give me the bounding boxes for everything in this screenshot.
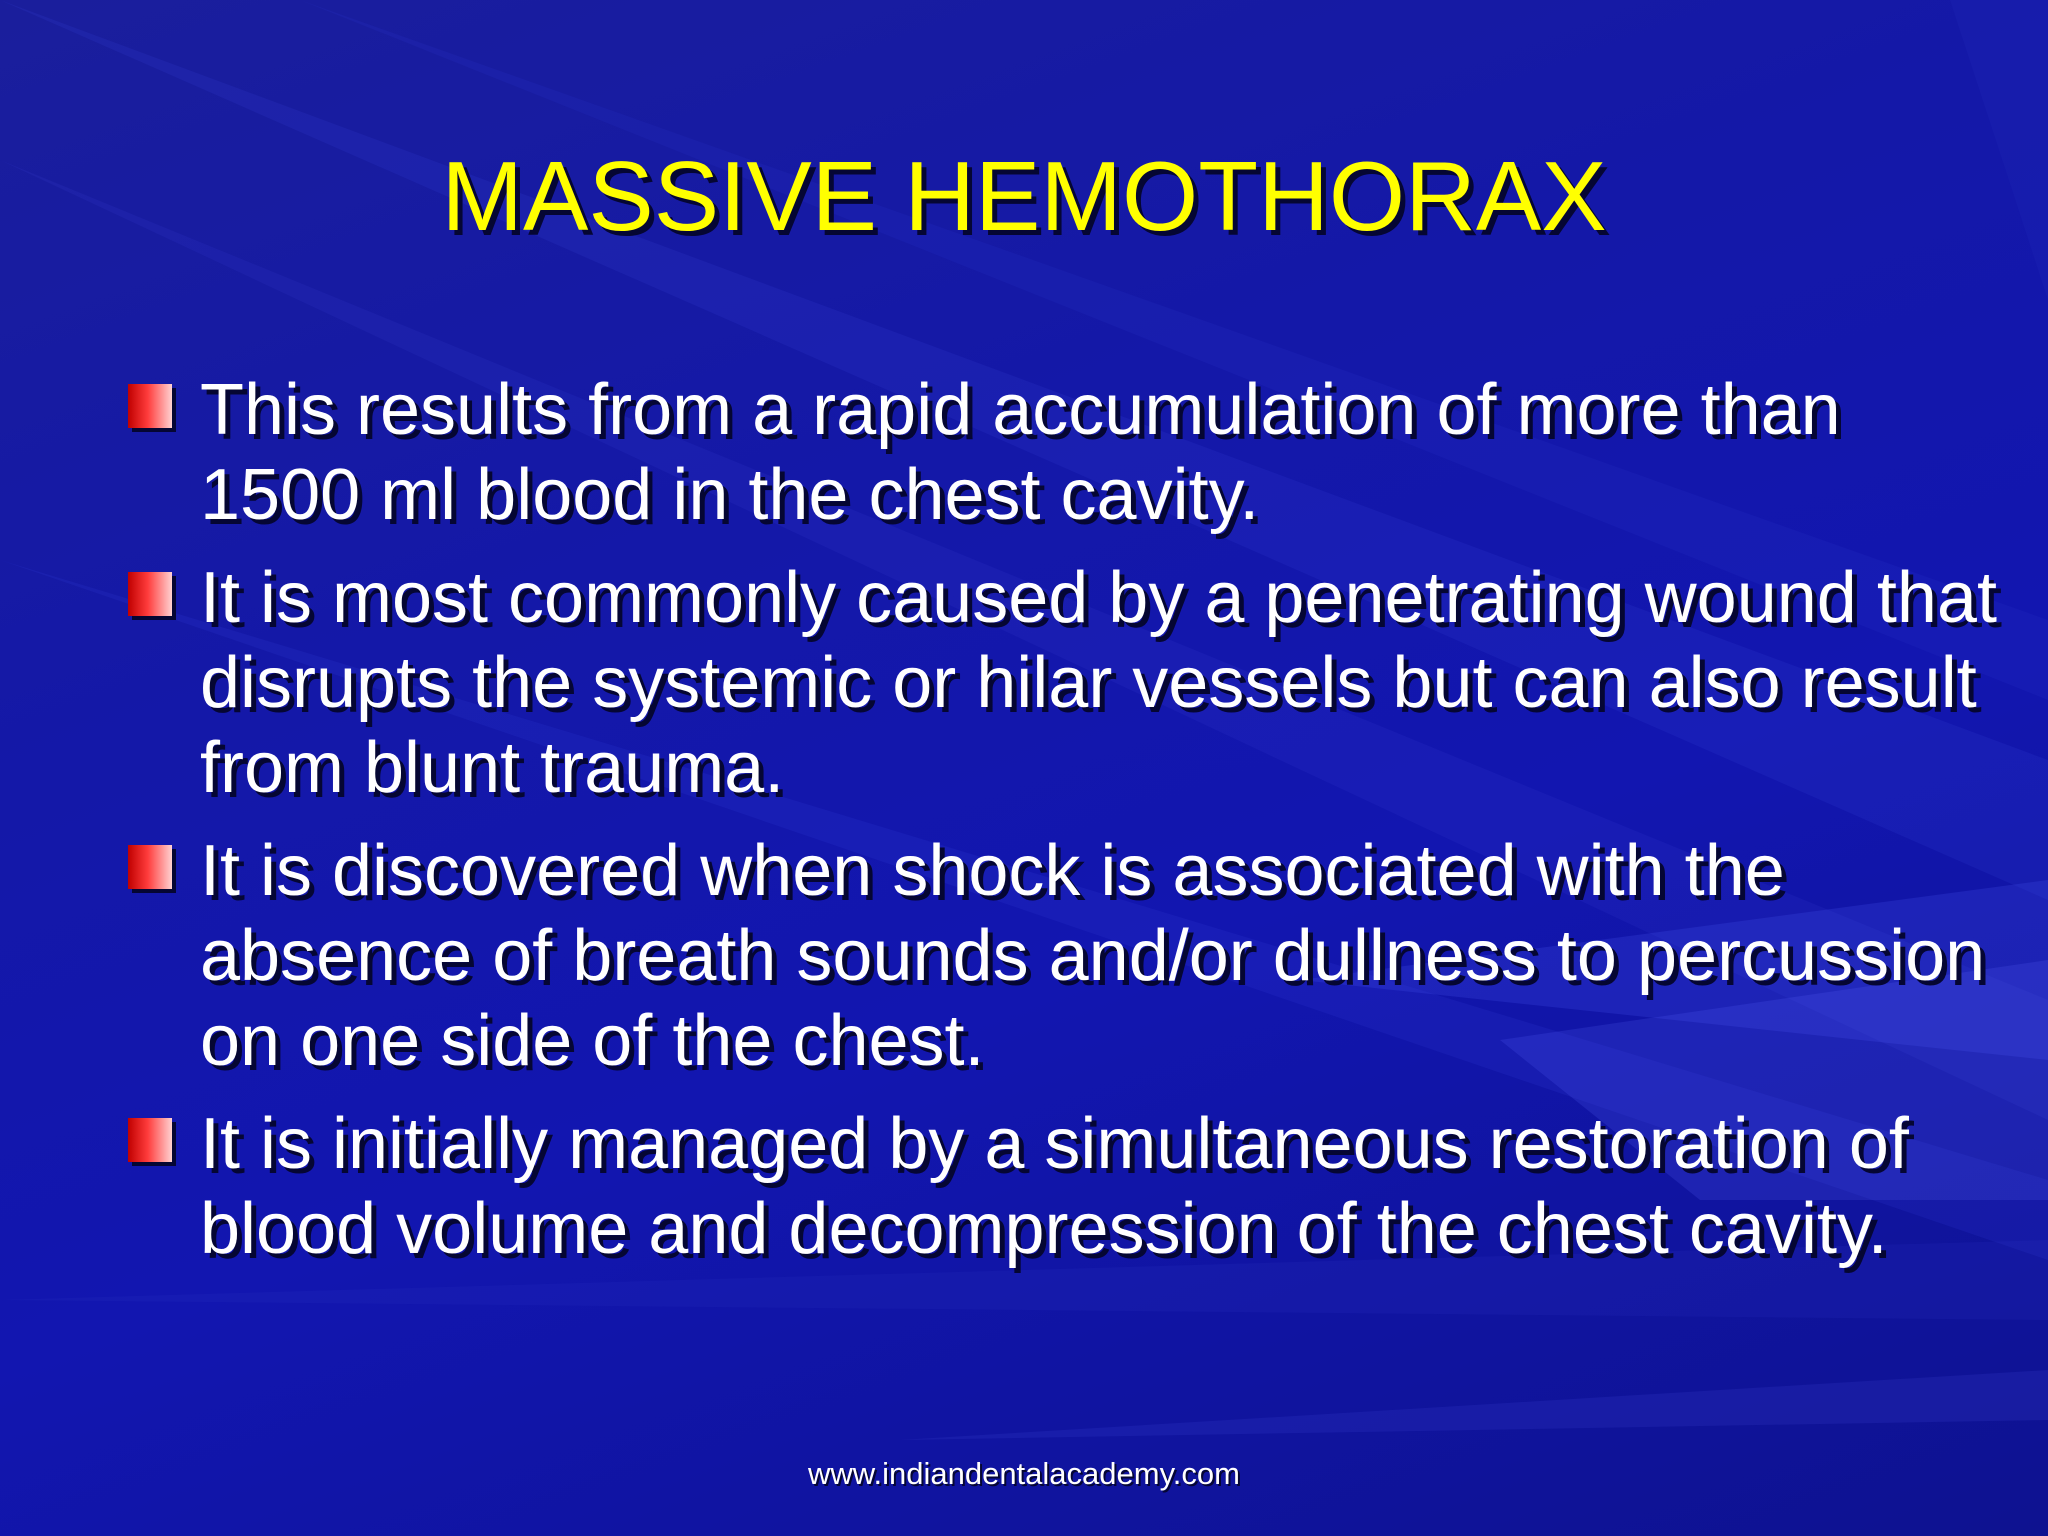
square-bullet-icon: [128, 1118, 172, 1162]
slide-title: MASSIVE HEMOTHORAX: [441, 141, 1607, 251]
square-bullet-icon: [128, 845, 172, 889]
bullet-item: [126, 1102, 2006, 1272]
bullet-item: [126, 368, 2006, 538]
bullet-item: [126, 556, 2006, 811]
bullet-text: It is most commonly caused by a penetrating wound that disrupts the systemic or hilar vessels but can also result from blunt trauma.: [200, 558, 1997, 808]
footer-url: www.indiandentalacademy.com: [808, 1456, 1240, 1491]
bullet-list: [126, 368, 2006, 1290]
bullet-text: It is initially managed by a simultaneous restoration of blood volume and decompression of the chest cavity.: [200, 1104, 1909, 1269]
bullet-item: [126, 829, 2006, 1084]
bullet-text: This results from a rapid accumulation of more than 1500 ml blood in the chest cavity.: [200, 370, 1841, 535]
square-bullet-icon: [128, 384, 172, 428]
square-bullet-icon: [128, 572, 172, 616]
bullet-text: It is discovered when shock is associated with the absence of breath sounds and/or dullness to percussion on one side of the chest.: [200, 831, 1986, 1081]
